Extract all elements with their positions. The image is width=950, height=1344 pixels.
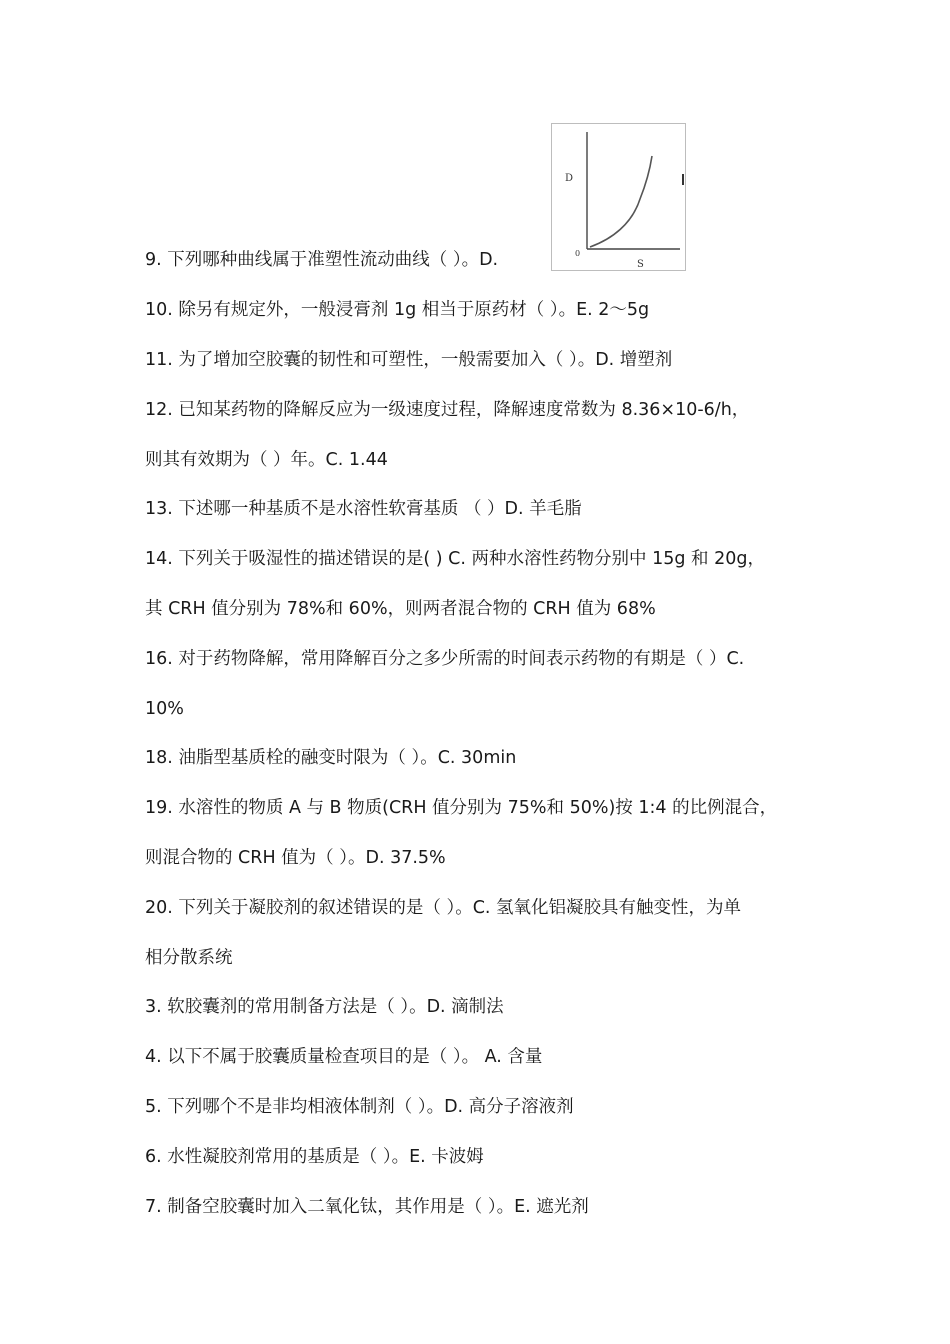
- question-line: 6. 水性凝胶剂常用的基质是（ ）。E. 卡波姆: [145, 1147, 484, 1167]
- question-line: 20. 下列关于凝胶剂的叙述错误的是（ ）。C. 氢氧化铝凝胶具有触变性，为单: [145, 898, 742, 918]
- question-line: 7. 制备空胶囊时加入二氧化钛，其作用是（ ）。E. 遮光剂: [145, 1197, 589, 1217]
- question-line: 9. 下列哪种曲线属于准塑性流动曲线（ ）。D.: [145, 250, 499, 270]
- question-line: 4. 以下不属于胶囊质量检查项目的是（ ）。 A. 含量: [145, 1047, 543, 1067]
- question-line: 12. 已知某药物的降解反应为一级速度过程，降解速度常数为 8.36×10-6/h，: [145, 400, 750, 420]
- flow-curve-figure: [551, 123, 686, 271]
- x-axis-label: S: [637, 259, 644, 270]
- question-line: 11. 为了增加空胶囊的韧性和可塑性，一般需要加入（ ）。D. 增塑剂: [145, 350, 673, 370]
- origin-label: 0: [575, 249, 581, 258]
- question-line: 16. 对于药物降解，常用降解百分之多少所需的时间表示药物的有期是（ ）C.: [145, 649, 745, 669]
- question-line: 5. 下列哪个不是非均相液体制剂（ ）。D. 高分子溶液剂: [145, 1097, 574, 1117]
- question-line: 相分散系统: [145, 948, 233, 968]
- question-line: 3. 软胶囊剂的常用制备方法是（ ）。D. 滴制法: [145, 997, 504, 1017]
- margin-mark: [682, 174, 684, 185]
- flow-curve-graph: [552, 124, 685, 270]
- question-line: 13. 下述哪一种基质不是水溶性软膏基质 （ ）D. 羊毛脂: [145, 499, 582, 519]
- question-line: 其 CRH 值分别为 78%和 60%，则两者混合物的 CRH 值为 68%: [145, 599, 656, 619]
- question-line: 10%: [145, 699, 184, 719]
- y-axis-label: D: [565, 173, 574, 184]
- question-line: 10. 除另有规定外，一般浸膏剂 1g 相当于原药材（ ）。E. 2～5g: [145, 300, 650, 320]
- flow-curve: [590, 156, 652, 247]
- question-line: 14. 下列关于吸湿性的描述错误的是( ) C. 两种水溶性药物分别中 15g 和 20g，: [145, 549, 765, 569]
- question-line: 18. 油脂型基质栓的融变时限为（ ）。C. 30min: [145, 748, 517, 768]
- question-line: 则混合物的 CRH 值为（ ）。D. 37.5%: [145, 848, 446, 868]
- question-line: 19. 水溶性的物质 A 与 B 物质(CRH 值分别为 75%和 50%)按 1:4 的比例混合，: [145, 798, 778, 818]
- question-line: 则其有效期为（ ）年。C. 1.44: [145, 450, 388, 470]
